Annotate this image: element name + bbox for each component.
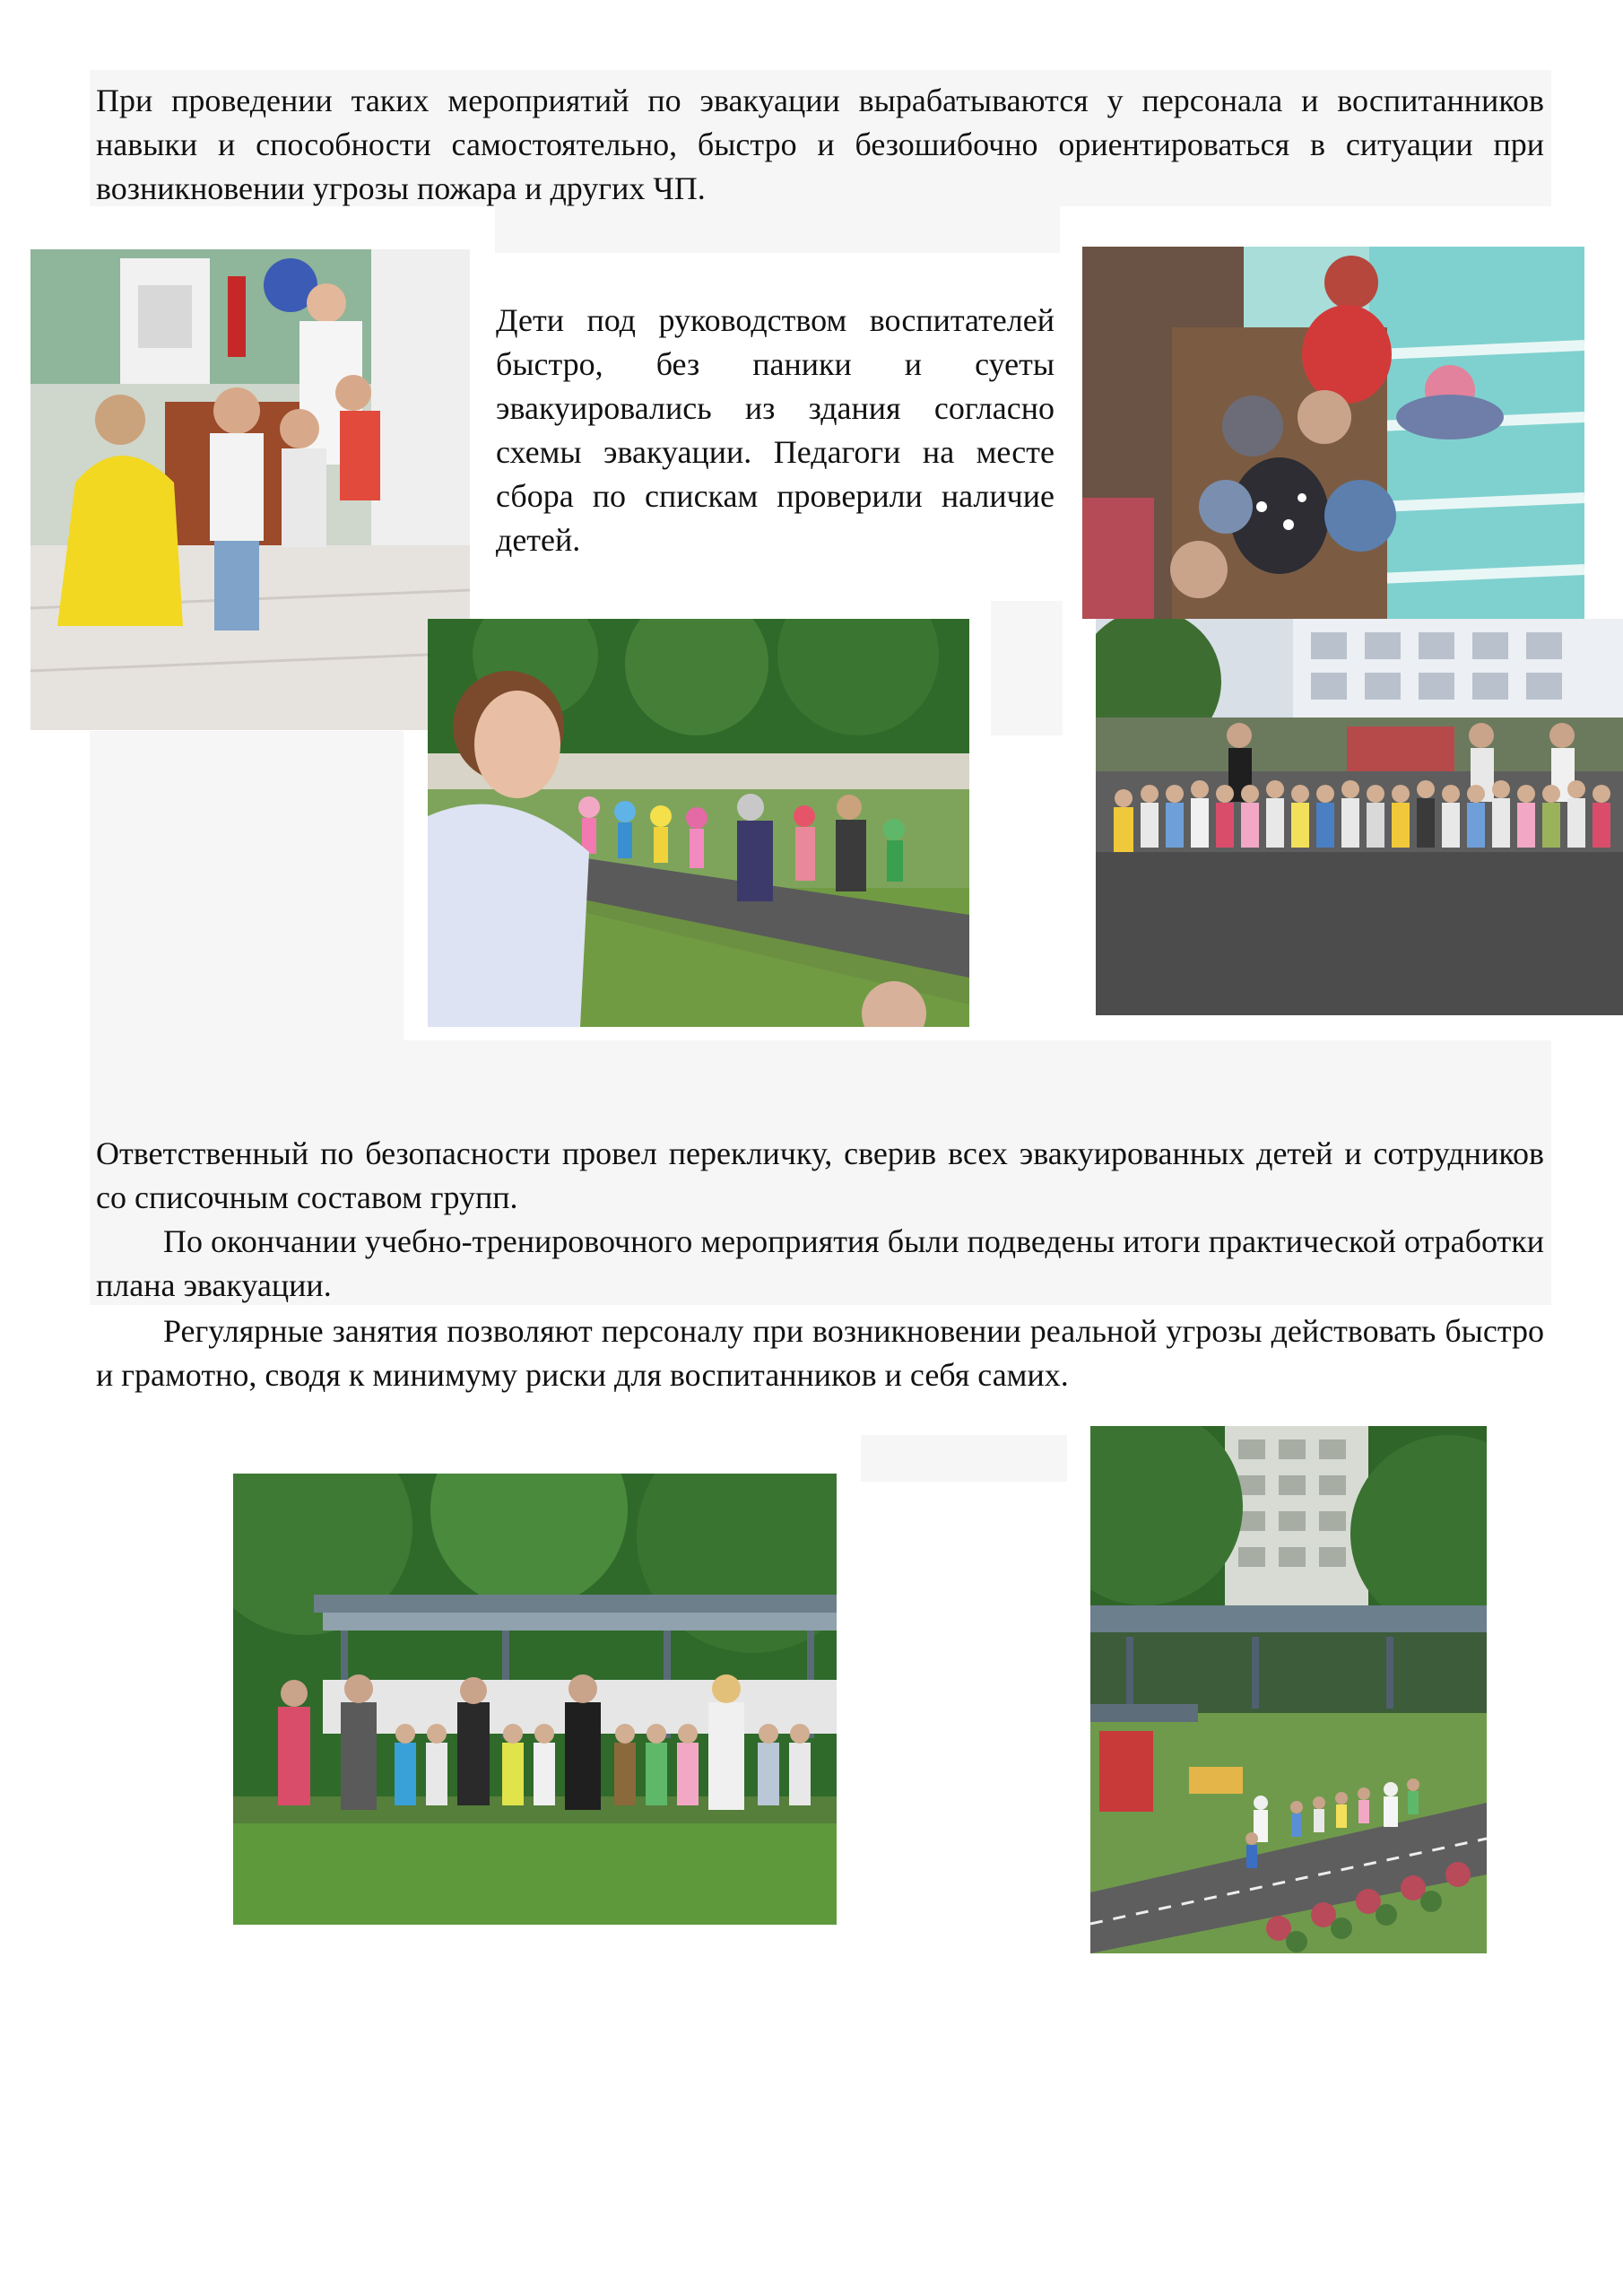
photo-children-bedroom	[1082, 247, 1584, 619]
photo-assembly-point	[1096, 619, 1623, 1015]
regular-paragraph	[96, 1309, 1544, 1397]
shade-block	[991, 601, 1063, 735]
photo-walking-path	[428, 619, 969, 1027]
summary-text: По окончании учебно-тренировочного мероприятия были подведены итоги практической отработки плана эвакуации.	[96, 1223, 1544, 1303]
shade-block	[495, 206, 1060, 253]
regular-text: Регулярные занятия позволяют персоналу при возникновении реальной угрозы действовать быстро и грамотно, сводя к минимуму риски для воспитанников и себя самих.	[96, 1313, 1544, 1393]
shade-block	[90, 1040, 1551, 1130]
photo-group-pavilion	[233, 1474, 837, 1925]
summary-paragraph	[96, 1220, 1544, 1308]
photo-indoor-corridor	[30, 249, 470, 730]
intro-paragraph: При проведении таких мероприятий по эвакуации вырабатываются у персонала и воспитанников навыки и способности самостоятельно, быстро и безошибочно ориентироваться в ситуации при возникновении угрозы пожара и других ЧП.	[96, 83, 1544, 206]
children-paragraph: Дети под руководством воспитателей быстро, без паники и суеты эвакуировались из здания согласно схемы эвакуации. Педагоги на месте сбора по спискам проверили наличие детей.	[496, 302, 1055, 558]
shade-block	[90, 731, 404, 1040]
photo-yard-aerial	[1090, 1426, 1487, 1953]
rollcall-paragraph: Ответственный по безопасности провел перекличку, сверив всех эвакуированных детей и сотрудников со списочным составом групп.	[96, 1135, 1544, 1215]
shade-block	[861, 1435, 1067, 1482]
